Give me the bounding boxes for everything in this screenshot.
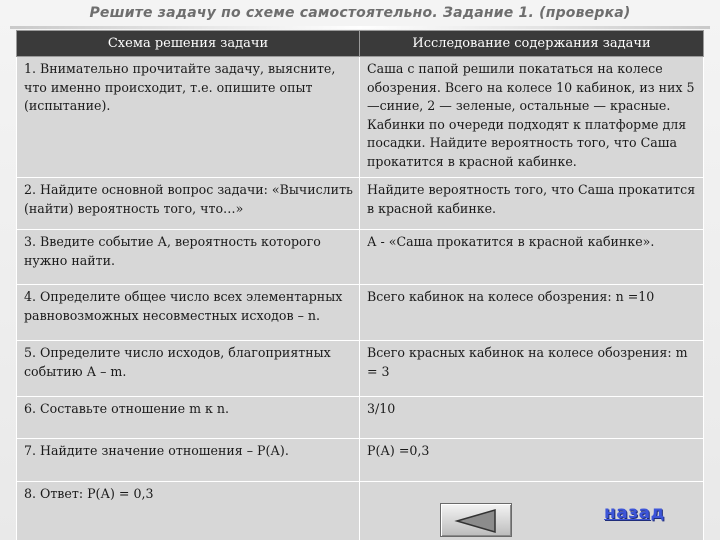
analysis-cell: 3/10	[360, 397, 704, 439]
title-divider	[10, 26, 710, 29]
analysis-cell: Саша с папой решили покататься на колесе обозрения. Всего на колесе 10 кабинок, из них 5 —синие, 2 — зеленые, остальные — красные. Кабинки по очереди подходят к платформе для посадки. Найдите вероятность того, что Саша прокатится в красной кабинке.	[360, 57, 704, 178]
table-row	[17, 439, 704, 482]
table-row	[17, 57, 704, 178]
step-cell: 1. Внимательно прочитайте задачу, выясните, что именно происходит, т.е. опишите опыт (испытание).	[17, 57, 360, 178]
table-row	[17, 341, 704, 397]
table-row	[17, 285, 704, 341]
back-button[interactable]	[440, 503, 512, 537]
step-cell: 6. Составьте отношение m к n.	[17, 397, 360, 439]
triangle-left-icon	[453, 508, 499, 534]
analysis-cell: Всего красных кабинок на колесе обозрения: m = 3	[360, 341, 704, 397]
answer-cell: 8. Ответ: Р(А) = 0,3	[17, 482, 360, 540]
table-row	[17, 397, 704, 439]
header-analysis: Исследование содержания задачи	[360, 31, 704, 57]
header-scheme: Схема решения задачи	[17, 31, 360, 57]
table-row	[17, 482, 704, 540]
step-cell: 5. Определите число исходов, благоприятных событию А – m.	[17, 341, 360, 397]
step-cell: 4. Определите общее число всех элементарных равновозможных несовместных исходов – n.	[17, 285, 360, 341]
step-cell: 3. Введите событие А, вероятность которого нужно найти.	[17, 230, 360, 285]
slide-title: Решите задачу по схеме самостоятельно. Задание 1. (проверка)	[89, 5, 631, 21]
analysis-cell: Всего кабинок на колесе обозрения: n =10	[360, 285, 704, 341]
table-header-row	[17, 31, 704, 57]
analysis-cell: Найдите вероятность того, что Саша прокатится в красной кабинке.	[360, 178, 704, 230]
step-cell: 2. Найдите основной вопрос задачи: «Вычислить (найти) вероятность того, что…»	[17, 178, 360, 230]
analysis-cell: А - «Саша прокатится в красной кабинке».	[360, 230, 704, 285]
step-cell: 7. Найдите значение отношения – Р(А).	[17, 439, 360, 482]
table-row	[17, 178, 704, 230]
back-link[interactable]: назад	[604, 503, 665, 523]
table-row	[17, 230, 704, 285]
analysis-cell: Р(А) =0,3	[360, 439, 704, 482]
solution-table	[16, 30, 704, 540]
navigation-cell	[360, 482, 704, 540]
